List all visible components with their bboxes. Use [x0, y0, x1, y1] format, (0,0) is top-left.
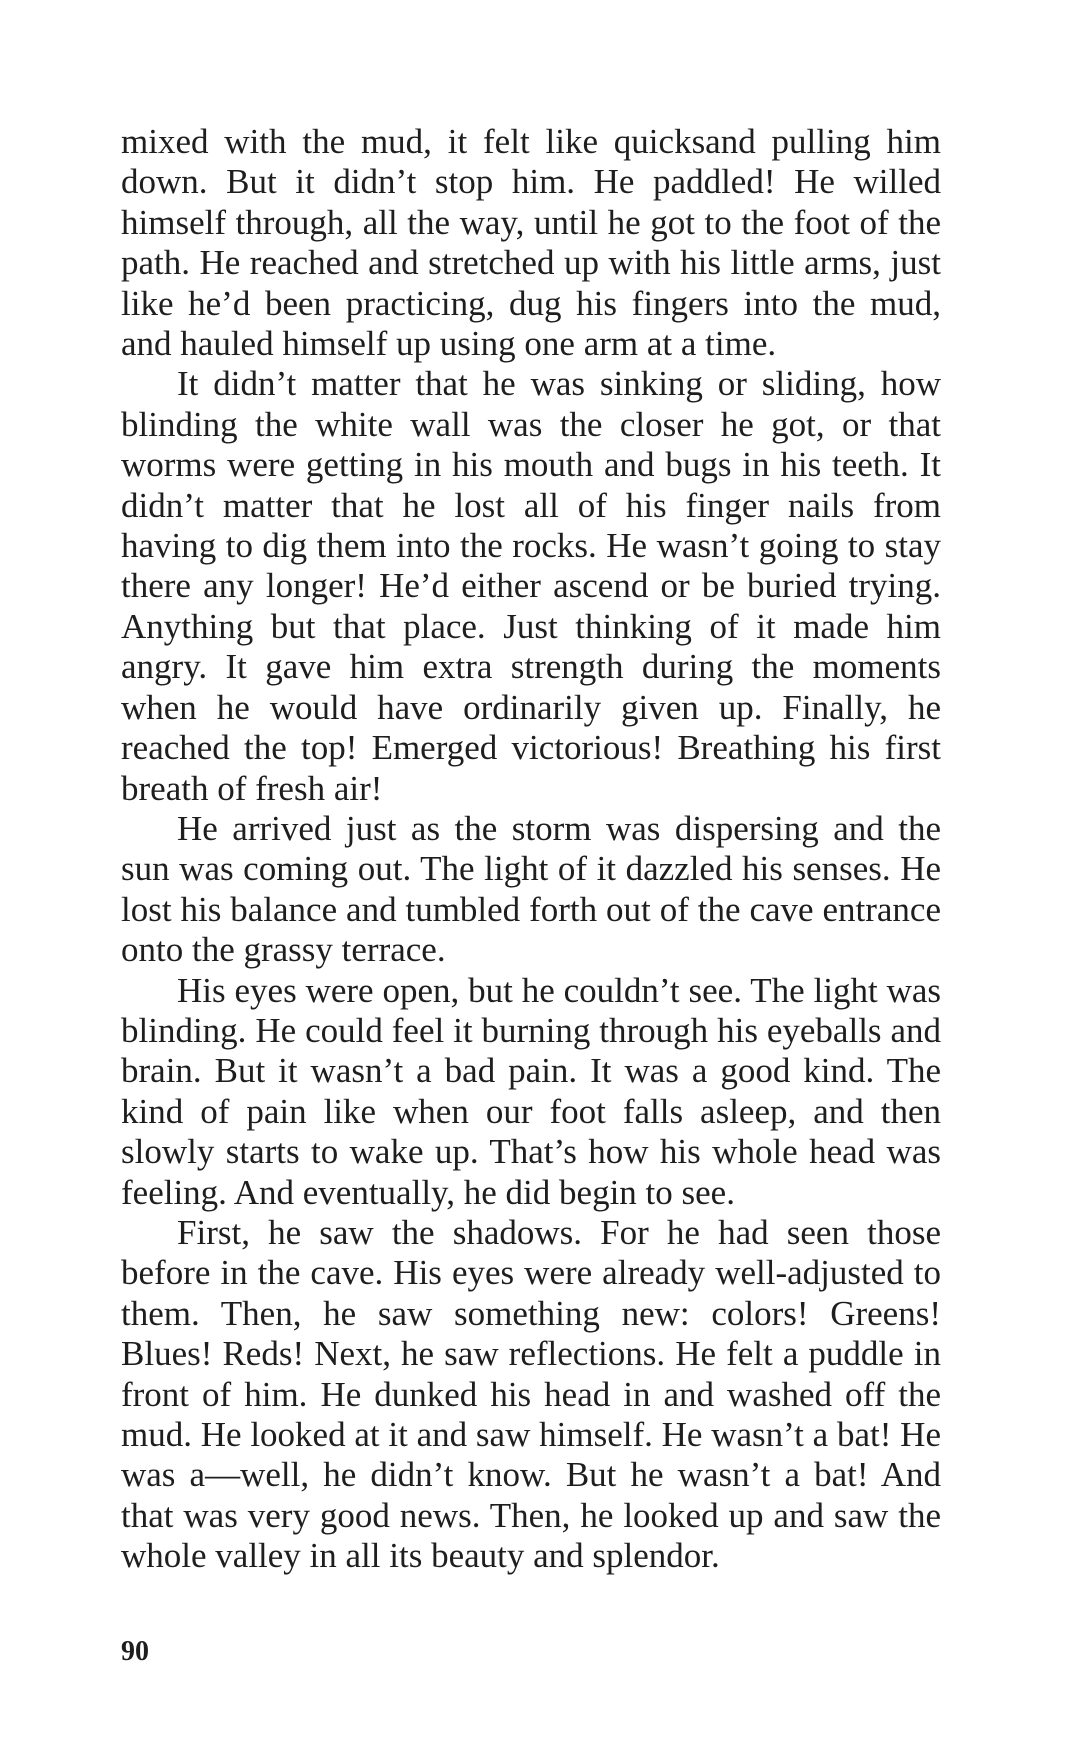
- page-number: 90: [121, 1636, 149, 1667]
- paragraph-2: It didn’t matter that he was sinking or sliding, how blinding the white wall was the closer he got, or that worms were getting in his mouth and bugs in his teeth. It didn’t matter that he lost all of his finger nails from having to dig them into the rocks. He wasn’t going to stay there any longer! He’d either ascend or be buried trying. Anything but that place. Just thinking of it made him angry. It gave him extra strength during the moments when he would have ordinarily given up. Finally, he reached the top! Emerged victorious! Breathing his first breath of fresh air!: [121, 364, 941, 808]
- paragraph-5: First, he saw the shadows. For he had seen those before in the cave. His eyes were already well-adjusted to them. Then, he saw something new: colors! Greens! Blues! Reds! Next, he saw reflections. He felt a puddle in front of him. He dunked his head in and washed off the mud. He looked at it and saw himself. He wasn’t a bat! He was a—well, he didn’t know. But he wasn’t a bat! And that was very good news. Then, he looked up and saw the whole valley in all its beauty and splendor.: [121, 1212, 941, 1576]
- paragraph-4: His eyes were open, but he couldn’t see. The light was blinding. He could feel it burning through his eyeballs and brain. But it wasn’t a bad pain. It was a good kind. The kind of pain like when our foot falls asleep, and then slowly starts to wake up. That’s how his whole head was feeling. And eventually, he did begin to see.: [121, 970, 941, 1212]
- paragraph-1: mixed with the mud, it felt like quicksand pulling him down. But it didn’t stop him. He paddled! He willed himself through, all the way, until he got to the foot of the path. He reached and stretched up with his little arms, just like he’d been practicing, dug his fingers into the mud, and hauled himself up using one arm at a time.: [121, 122, 941, 364]
- paragraph-3: He arrived just as the storm was dispersing and the sun was coming out. The light of it dazzled his senses. He lost his balance and tumbled forth out of the cave entrance onto the grassy terrace.: [121, 808, 941, 970]
- body-text: [121, 122, 941, 1577]
